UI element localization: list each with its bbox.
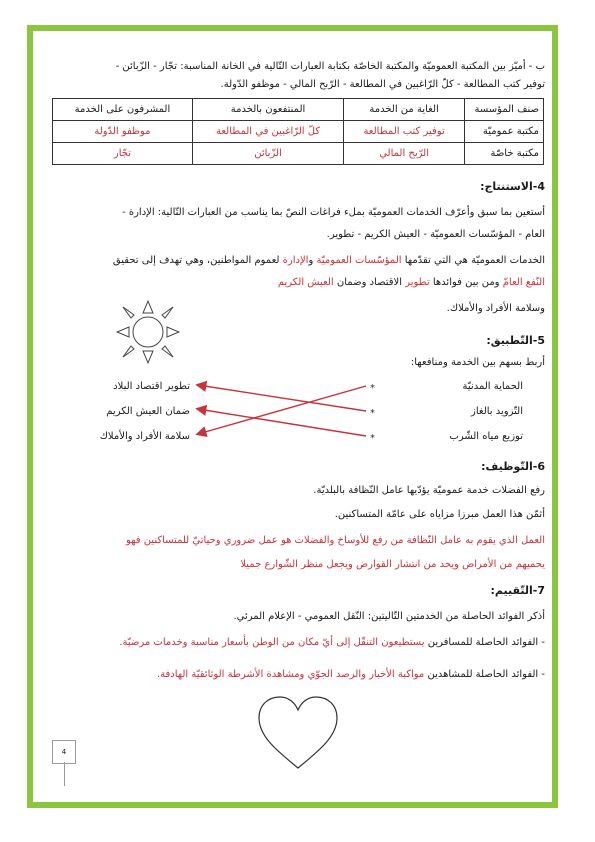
- arrow-gas-supply: [198, 385, 366, 411]
- benefit-label: - الفوائد الحاصلة للمشاهدين: [427, 669, 545, 680]
- page-number: 4: [52, 740, 76, 764]
- section-4-answer-line-3: وسلامة الأفراد والأملاك.: [446, 303, 545, 314]
- heart-icon: [256, 694, 340, 772]
- benefit-item: تطوير اقتصاد البلاد: [113, 381, 190, 392]
- part-b-line-2: توفير كتب المطالعة - كلّ الرّاغبين في المطالعة - الرّبح المالي - موظفو الدّولة.: [220, 79, 545, 90]
- section-7-title: 7-التّقييم:: [490, 584, 545, 597]
- answer-fill: تطوير: [405, 277, 430, 288]
- answer-fill: النّفع العامّ: [502, 277, 545, 288]
- table-cell-answer: الزّبائن: [192, 143, 343, 165]
- match-star: *: [370, 433, 375, 444]
- section-6-line-1: رفع الفضلات خدمة عموميّة يؤدّيها عامل النّظافة بالبلديّة.: [313, 485, 545, 496]
- benefit-item: سلامة الأفراد والأملاك: [99, 431, 190, 442]
- section-5-title: 5-التّطبيق:: [486, 334, 545, 347]
- answer-text: ومن بين فوائدها: [432, 277, 500, 288]
- section-5-instruction: أربط بسهم بين الخدمة ومنافعها:: [410, 357, 545, 368]
- section-4-title: 4-الاستنتاج:: [480, 180, 545, 193]
- arrow-civil-protection: [198, 386, 366, 434]
- section-4-line-1: أستعين بما سبق وأعرّف الخدمات العموميّة بملء فراغات النصّ بما يناسب من العبارات التّالية: الإدارة -: [122, 207, 545, 218]
- answer-text: الخدمات العموميّة هي التي تقدّمها: [404, 255, 545, 266]
- table-cell: مكتبة خاصّة: [465, 143, 544, 165]
- table-cell-answer: الرّبح المالي: [344, 143, 465, 165]
- answer-text: و: [308, 255, 314, 266]
- table-header-cell: المنتفعون بالخدمة: [192, 99, 343, 121]
- table-cell-answer: كلّ الرّاغبين في المطالعة: [192, 121, 343, 143]
- answer-fill: العيش الكريم: [277, 277, 334, 288]
- section-6-answer-2: يحميهم من الأمراض ويحد من انتشار القوارض ويجعل منظر الشّوارع جميلا: [240, 559, 545, 570]
- service-item: التّزويد بالغاز: [471, 406, 523, 417]
- benefit-item: ضمان العيش الكريم: [106, 406, 190, 417]
- table-cell-answer: موظفو الدّولة: [53, 121, 193, 143]
- section-6-answer-1: العمل الذي يقوم به عامل النّظافة من رفع للأوساخ والفضلات هو عمل ضروري وحياتيّ للمتساكنين فهو: [125, 535, 545, 546]
- service-item: الحماية المدنيّة: [462, 381, 523, 392]
- table-header-cell: المشرفون على الخدمة: [53, 99, 193, 121]
- answer-text: الاقتصاد وضمان: [336, 277, 403, 288]
- section-7-benefit-2: [157, 668, 545, 682]
- answer-fill: الإدارة: [282, 255, 309, 266]
- arrow-water-distribution: [198, 409, 366, 436]
- service-item: توزيع مياه الشّرب: [449, 431, 523, 442]
- table-header-cell: الغاية من الخدمة: [344, 99, 465, 121]
- section-4-line-2: العام - المؤسّسات العموميّة - العيش الكريم - تطوير.: [326, 229, 545, 240]
- section-7-line-1: أذكر الفوائد الحاصلة من الخدمتين التّاليتين: النّقل العمومي - الإعلام المرئي.: [233, 611, 545, 622]
- section-6-line-2: أثمّن هذا العمل مبرزا مزاياه على عامّة المتساكنين.: [334, 509, 545, 520]
- benefit-answer: يستطيعون التنقّل إلى أيّ مكان من الوطن بأسعار مناسبة وخدمات مرضيّة.: [119, 637, 425, 648]
- table-header-cell: صنف المؤسسة: [465, 99, 544, 121]
- answer-text: لعموم المواطنين، وهي تهدف إلى تحقيق: [112, 255, 280, 266]
- match-star: *: [370, 383, 375, 394]
- page-number-stem: [64, 762, 65, 786]
- match-star: *: [370, 408, 375, 419]
- table-cell-answer: توفير كتب المطالعة: [344, 121, 465, 143]
- answer-fill: المؤسّسات العموميّة: [316, 255, 402, 266]
- table-cell: مكتبة عموميّة: [465, 121, 544, 143]
- part-b-line-1: ب - أميّز بين المكتبة العموميّة والمكتبة الخاصّة بكتابة العبارات التّالية في الخانة المناسبة: تجّار - الزّبائن -: [115, 61, 545, 72]
- benefit-label: - الفوائد الحاصلة للمسافرين: [427, 637, 545, 648]
- benefit-answer: مواكبة الأخبار والرصد الجوّي ومشاهدة الأشرطة الوثائقيّة الهادفة.: [156, 669, 425, 680]
- table-cell-answer: تجّار: [53, 143, 193, 165]
- section-7-benefit-1: [119, 636, 545, 650]
- section-6-title: 6-التّوظيف:: [481, 460, 545, 473]
